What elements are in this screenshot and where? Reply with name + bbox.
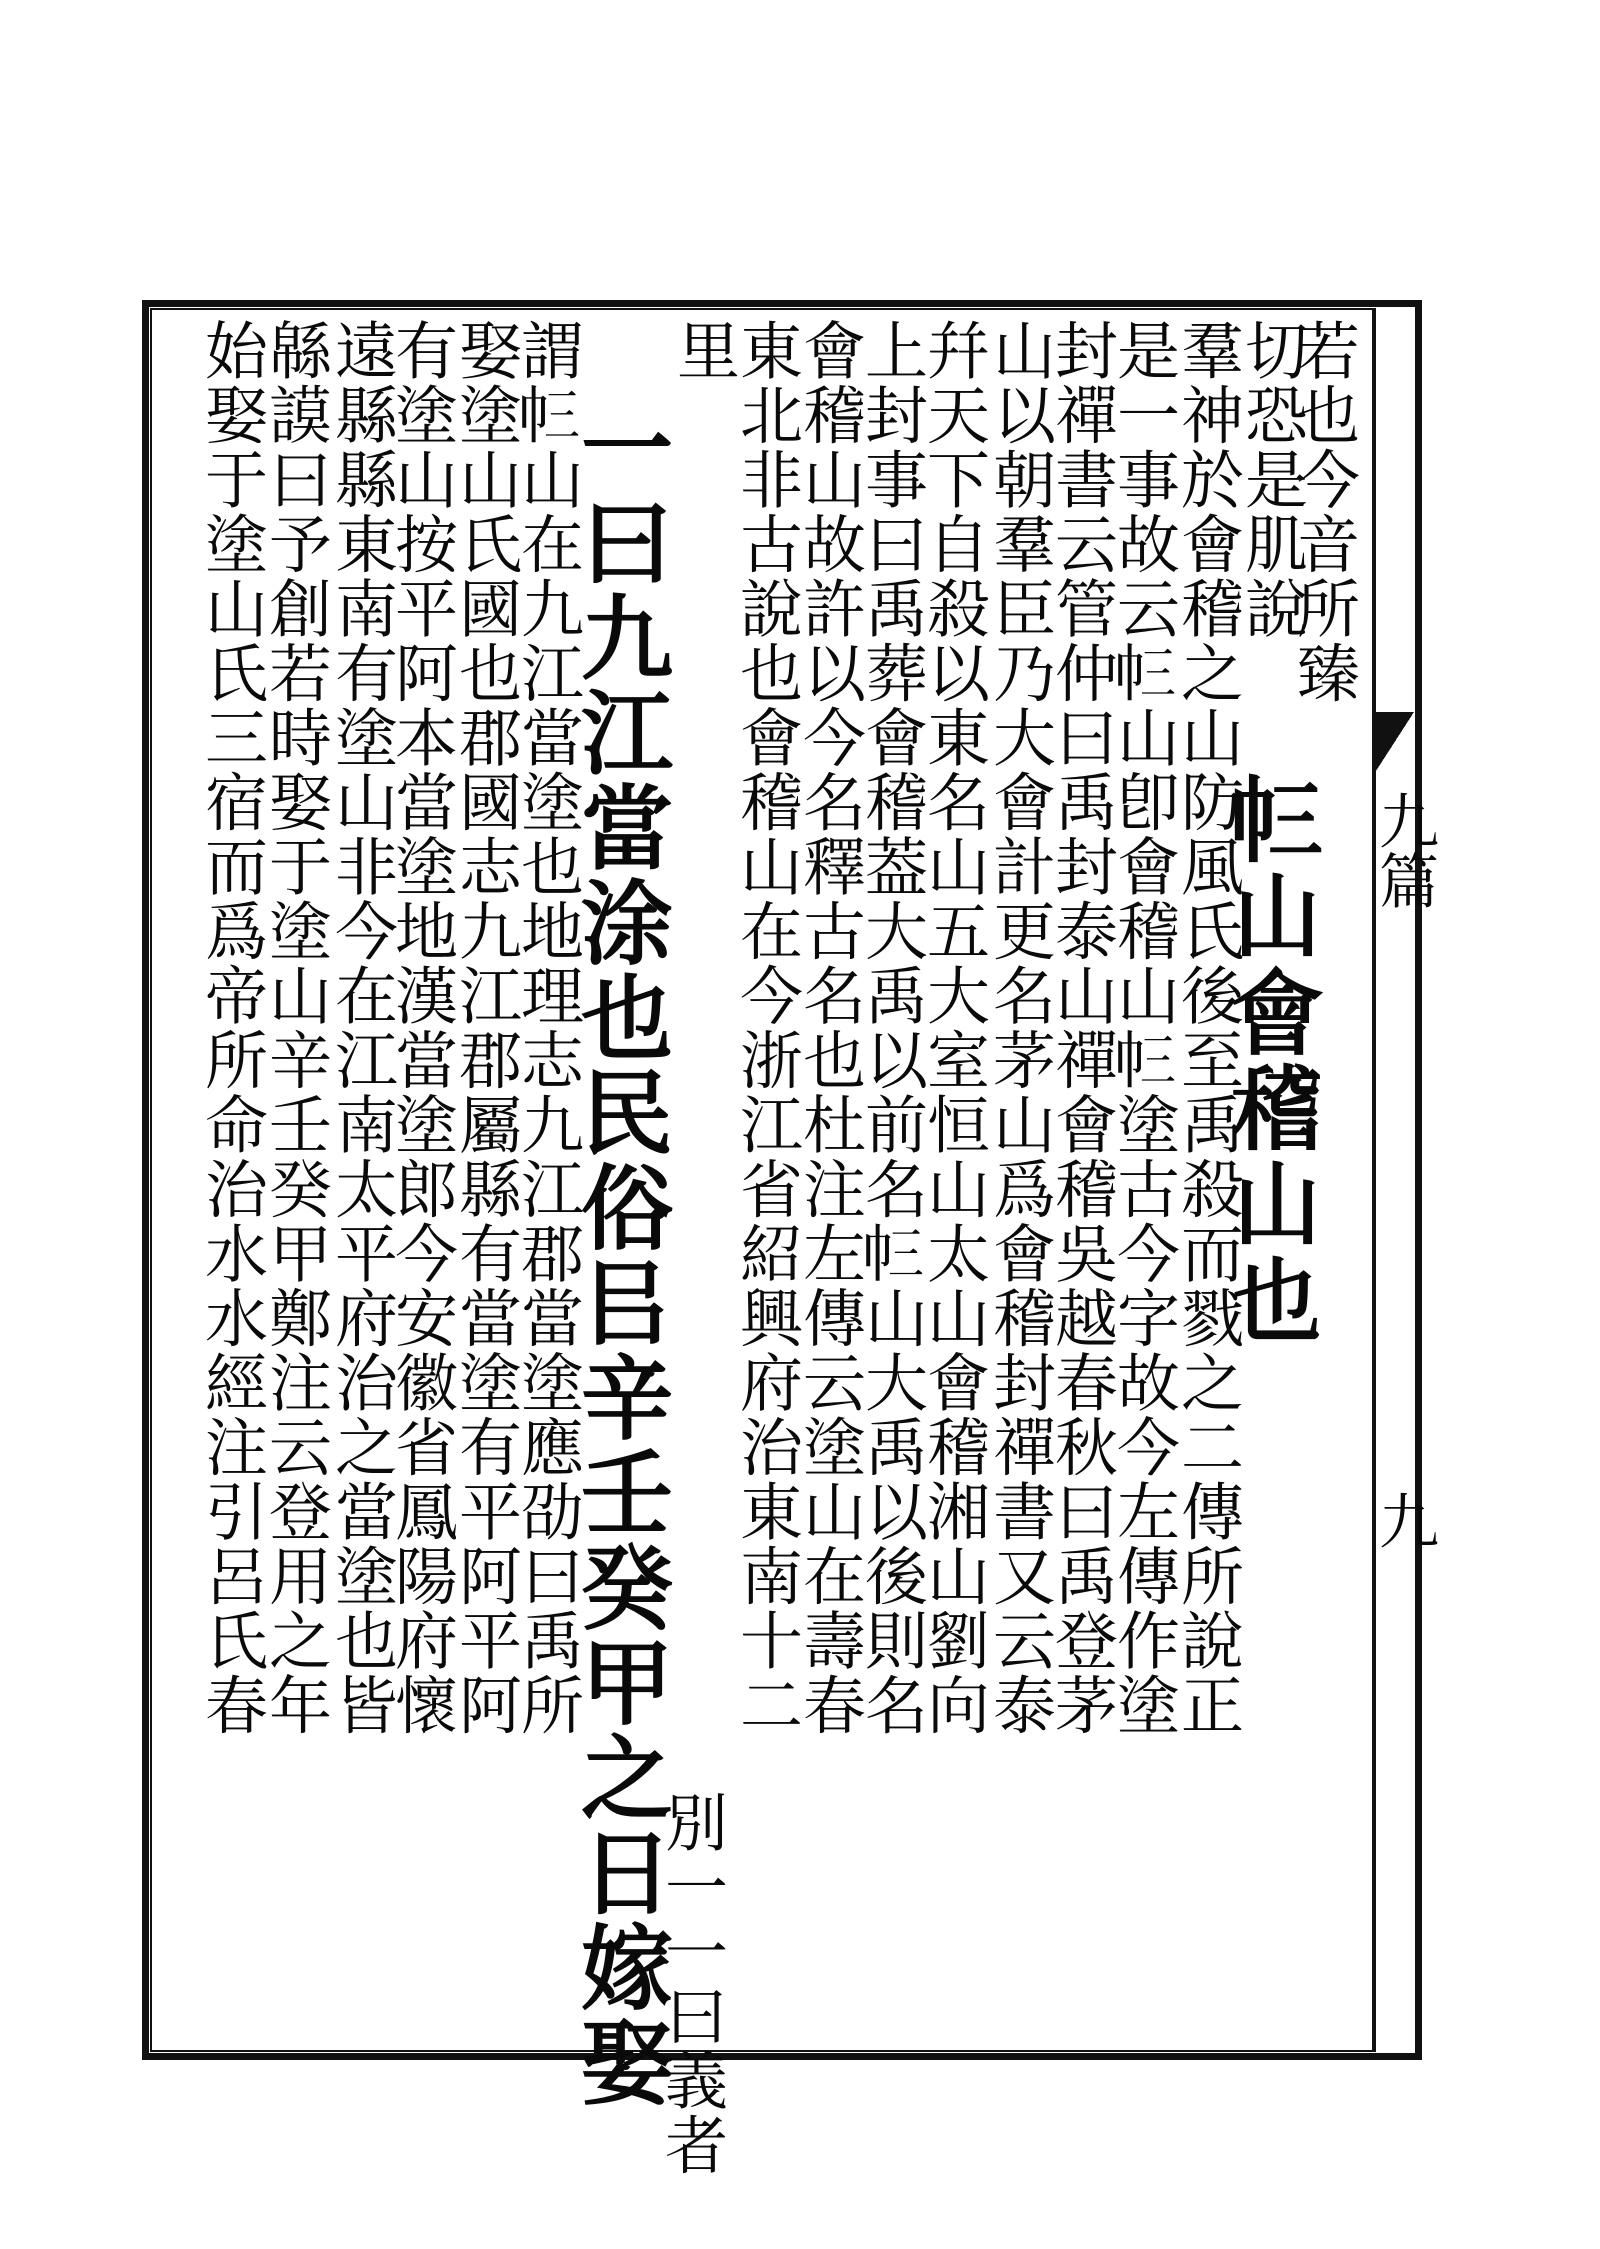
- commentary-column: 是一事故云𢁚山卽會稽山𢁚塗古今字故今左傳作塗: [1107, 318, 1180, 1737]
- commentary-column: 羣神於會稽之山防風氏後至禹殺而戮之二傳所說正: [1171, 318, 1244, 1737]
- commentary-column: 娶塗山氏國也郡國志九江郡屬縣有當塗有平阿平阿: [449, 318, 522, 1737]
- commentary-column: 封禪書云管仲曰禹封泰山禪會稽吳越春秋曰禹登茅: [1045, 318, 1118, 1737]
- commentary-column: 若也今音所臻: [1287, 318, 1360, 705]
- commentary-column: 遠縣縣東南有塗山非今在江南太平府治之當塗也皆: [325, 318, 398, 1737]
- commentary-column: 上封事曰禹葬會稽葢大禹以前名𢁚山大禹以後則名: [855, 318, 928, 1737]
- commentary-column: 里: [667, 318, 740, 383]
- main-text-column: 一曰九江當涂也民俗㠯辛壬癸甲之日嫁娶: [566, 400, 674, 2110]
- commentary-column: 會稽山故許以今名釋古名也杜注左傳云塗山在壽春: [793, 318, 866, 1737]
- commentary-column: 別一一曰義者: [655, 1790, 728, 2177]
- fishtail-mark: [1374, 712, 1414, 774]
- commentary-column: 始娶于塗山氏三宿而爲帝所命治水水經注引呂氏春: [195, 318, 268, 1737]
- commentary-column: 謂𢁚山在九江當塗也地理志九江郡當塗應劭曰禹所: [511, 318, 584, 1737]
- page-number: 九: [1369, 1490, 1439, 1550]
- chapter-label: 九篇: [1369, 790, 1439, 910]
- commentary-column: 緜謨曰予創若時娶于塗山辛壬癸甲鄭注云登用之年: [259, 318, 332, 1737]
- fishtail-margin: [1374, 308, 1414, 2052]
- commentary-column: 山以朝羣臣乃大會計更名茅山爲會稽封禪書又云泰: [983, 318, 1056, 1737]
- headword: 𢁚山會稽山也: [1218, 770, 1328, 1346]
- commentary-column: 幷天下自殺以東名山五大室恒山太山會稽湘山劉向: [917, 318, 990, 1737]
- commentary-column: 有塗山按平阿本當塗地漢當塗郎今安徽省鳳陽府懷: [385, 318, 458, 1737]
- commentary-column: 東北非古說也會稽山在今浙江省紹興府治東南十二: [730, 318, 803, 1737]
- commentary-column: 切恐是肌說: [1235, 318, 1308, 641]
